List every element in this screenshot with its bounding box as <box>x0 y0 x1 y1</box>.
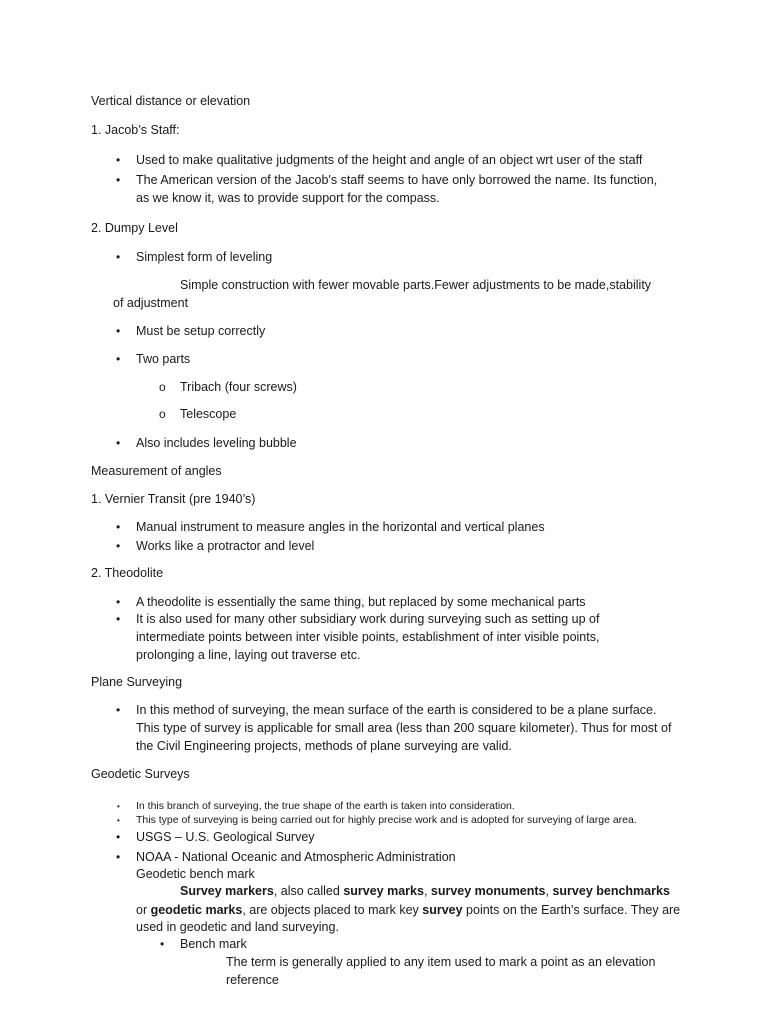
definition-line <box>180 883 670 899</box>
definition-line <box>136 902 680 918</box>
bullet-icon: • <box>116 153 121 167</box>
section-heading: Vertical distance or elevation <box>91 94 251 108</box>
list-item: The American version of the Jacob's staff seems to have only borrowed the name. Its function, <box>136 173 658 187</box>
list-item: Bench mark <box>180 937 247 951</box>
sub-heading: Geodetic bench mark <box>136 867 255 881</box>
section-heading: Measurement of angles <box>91 464 222 478</box>
paragraph-continuation: of adjustment <box>113 296 189 310</box>
term-bold: Survey markers <box>180 884 274 898</box>
text-run: , <box>545 884 553 898</box>
bullet-icon: • <box>116 436 121 450</box>
term-bold: survey marks <box>343 884 424 898</box>
subsection-heading: 1. Vernier Transit (pre 1940’s) <box>91 492 256 506</box>
bullet-icon: • <box>116 520 121 534</box>
list-item: Manual instrument to measure angles in the horizontal and vertical planes <box>136 520 545 534</box>
list-item: Two parts <box>136 352 191 366</box>
definition-line: used in geodetic and land surveying. <box>136 920 339 934</box>
subsection-heading: 2. Dumpy Level <box>91 221 178 235</box>
list-item-continuation: intermediate points between inter visible points, establishment of inter visible points, <box>136 630 600 644</box>
sub-bullet-icon: o <box>159 380 166 394</box>
list-item-continuation: as we know it, was to provide support for the compass. <box>136 191 440 205</box>
subsection-heading: 2. Theodolite <box>91 566 164 580</box>
list-item: Also includes leveling bubble <box>136 436 297 450</box>
text-run: or <box>136 903 151 917</box>
sub-list-item: Tribach (four screws) <box>180 380 297 394</box>
bullet-icon: • <box>116 850 121 864</box>
list-item: Simplest form of leveling <box>136 250 273 264</box>
bullet-icon: • <box>160 937 165 951</box>
text-run: , also called <box>273 884 344 898</box>
subsection-heading: 1. Jacob’s Staff: <box>91 123 180 137</box>
sub-bullet-icon: o <box>159 407 166 421</box>
sub-list-item: Telescope <box>180 407 237 421</box>
term-bold: geodetic marks <box>150 903 243 917</box>
list-item: In this branch of surveying, the true shape of the earth is taken into consideration. <box>136 800 515 812</box>
list-item-continuation: This type of survey is applicable for small area (less than 200 square kilometer). Thus for most of <box>136 721 672 735</box>
section-heading: Plane Surveying <box>91 675 183 689</box>
bullet-icon: • <box>116 352 121 366</box>
list-item: Used to make qualitative judgments of the height and angle of an object wrt user of the staff <box>136 153 643 167</box>
list-item: Must be setup correctly <box>136 324 266 338</box>
term-bold: survey <box>422 903 463 917</box>
bullet-icon: • <box>116 830 121 844</box>
paragraph: The term is generally applied to any item used to mark a point as an elevation <box>226 955 656 969</box>
list-item: USGS – U.S. Geological Survey <box>136 830 315 844</box>
bullet-icon: • <box>117 816 120 825</box>
text-run: points on the Earth's surface. They are <box>462 903 681 917</box>
bullet-icon: • <box>116 539 121 553</box>
term-bold: survey monuments <box>430 884 546 898</box>
list-item: A theodolite is essentially the same thing, but replaced by some mechanical parts <box>136 595 586 609</box>
bullet-icon: • <box>116 250 121 264</box>
list-item-continuation: prolonging a line, laying out traverse etc. <box>136 648 361 662</box>
list-item: This type of surveying is being carried out for highly precise work and is adopted for surveying of large area. <box>136 814 637 826</box>
bullet-icon: • <box>116 612 121 626</box>
paragraph-continuation: reference <box>226 973 279 987</box>
text-run: , are objects placed to mark key <box>242 903 423 917</box>
list-item-continuation: the Civil Engineering projects, methods of plane surveying are valid. <box>136 739 512 753</box>
section-heading: Geodetic Surveys <box>91 767 190 781</box>
bullet-icon: • <box>116 324 121 338</box>
paragraph: Simple construction with fewer movable parts.Fewer adjustments to be made,stability <box>180 278 652 292</box>
term-bold: survey benchmarks <box>552 884 670 898</box>
bullet-icon: • <box>116 703 121 717</box>
bullet-icon: • <box>116 595 121 609</box>
bullet-icon: • <box>117 802 120 811</box>
list-item: It is also used for many other subsidiary work during surveying such as setting up of <box>136 612 600 626</box>
text-run: , <box>423 884 431 898</box>
bullet-icon: • <box>116 173 121 187</box>
list-item: NOAA - National Oceanic and Atmospheric Administration <box>136 850 456 864</box>
list-item: In this method of surveying, the mean surface of the earth is considered to be a plane surface. <box>136 703 657 717</box>
list-item: Works like a protractor and level <box>136 539 315 553</box>
